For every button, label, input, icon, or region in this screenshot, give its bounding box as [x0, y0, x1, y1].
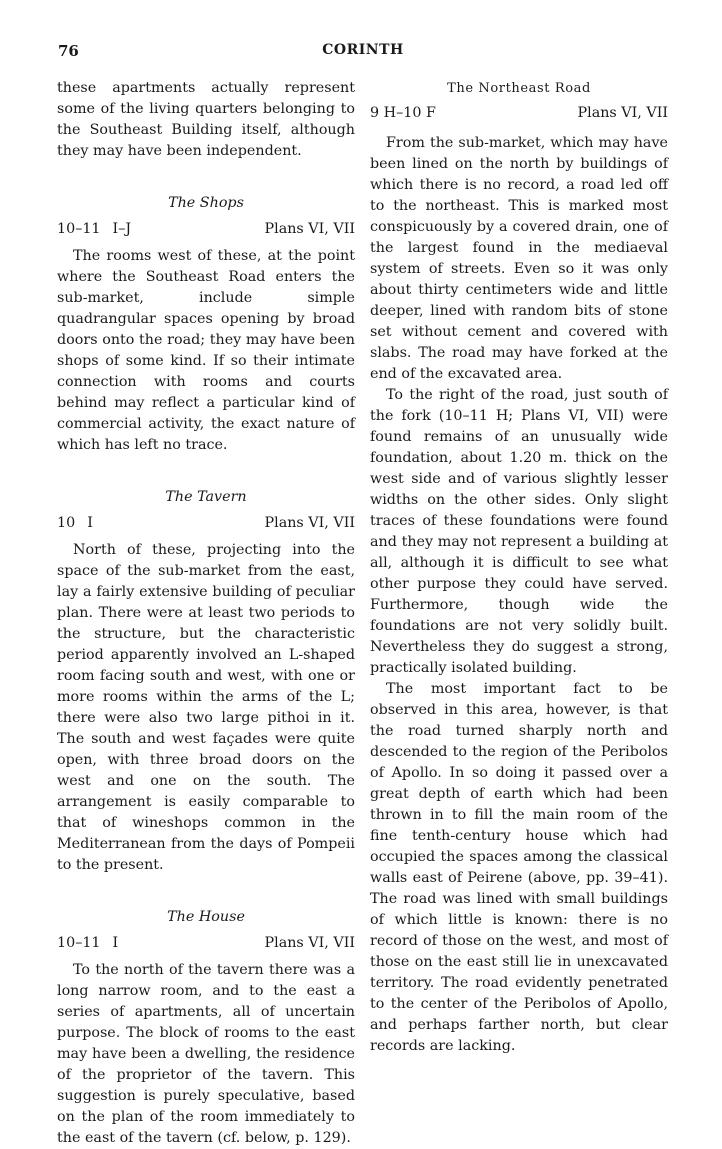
page-number: 76	[58, 42, 79, 60]
section-title-northeast-road: The Northeast Road	[447, 81, 591, 96]
grid-ref: 10–11	[57, 221, 101, 237]
plans-ref: Plans VI, VII	[264, 935, 355, 951]
section-ref-tavern	[57, 513, 355, 534]
grid-ref: 10–11	[57, 935, 101, 951]
square-ref: I	[87, 515, 93, 531]
square-ref: I–J	[112, 221, 132, 237]
section-title-shops: The Shops	[168, 195, 244, 211]
right-column	[370, 78, 668, 1057]
shops-paragraph: The rooms west of these, at the point where the Southeast Road enters the sub-market, include simple quadrangular spaces opening by broad doors onto the road; they may have been shops of some kind. If so their intimate connection with rooms and courts behind may reflect a particular kind of commercial activity, the exact nature of which has left no trace.	[57, 248, 355, 453]
left-column	[57, 78, 355, 1149]
section-ref-house	[57, 933, 355, 954]
section-title-house: The House	[167, 909, 245, 925]
plans-ref: Plans VI, VII	[264, 515, 355, 531]
road-paragraph-3: The most important fact to be observed in this area, however, is that the road turned sharply north and descended to the region of the Peribolos of Apollo. In so doing it passed over a great depth of earth which had been thrown in to fill the main room of the fine tenth-century house which had occupied the spaces among the classical walls east of Peirene (above, pp. 39–41). The road was lined with small buildings of which little is known: there is no record of those on the west, and most of those on the east still lie in unexcavated territory. The road evidently penetrated to the center of the Peribolos of Apollo, and perhaps farther north, but clear records are lacking.	[370, 681, 668, 1054]
section-ref-road	[370, 103, 668, 124]
square-ref: I	[112, 935, 119, 951]
grid-ref: 9 H–10 F	[370, 105, 436, 121]
opening-paragraph: these apartments actually represent some of the living quarters belonging to the Southeast Building itself, although they may have been independent.	[57, 80, 355, 159]
plans-ref: Plans VI, VII	[577, 105, 668, 121]
section-ref-shops	[57, 219, 355, 240]
road-paragraph-2: To the right of the road, just south of the fork (10–11 H; Plans VI, VII) were found remains of an unusually wide foundation, about 1.20 m. thick on the west side and of various slightly lesser widths on the other sides. Only slight traces of these foundations were found and they may not represent a building at all, although it is difficult to see what other purpose they could have served. Furthermore, though wide the foundations are not very solidly built. Nevertheless they do suggest a strong, practically isolated building.	[370, 387, 668, 676]
road-paragraph-1: From the sub-market, which may have been lined on the north by buildings of which there is no record, a road led off to the northeast. This is marked most conspicuously by a covered drain, one of the largest found in the mediaeval system of streets. Even so it was only about thirty centimeters wide and little deeper, lined with random bits of stone set without cement and covered with slabs. The road may have forked at the end of the excavated area.	[370, 135, 668, 382]
page-header	[58, 42, 668, 64]
grid-ref: 10	[57, 515, 76, 531]
section-title-tavern: The Tavern	[165, 489, 247, 505]
plans-ref: Plans VI, VII	[264, 221, 355, 237]
house-paragraph: To the north of the tavern there was a long narrow room, and to the east a series of apartments, all of uncertain purpose. The block of rooms to the east may have been a dwelling, the residence of the proprietor of the tavern. This suggestion is purely speculative, based on the plan of the room immediately to the east of the tavern (cf. below, p. 129).	[57, 962, 355, 1146]
tavern-paragraph: North of these, projecting into the space of the sub-market from the east, lay a fairly extensive building of peculiar plan. There were at least two periods to the structure, but the characteristic period apparently involved an L-shaped room facing south and west, with one or more rooms within the arms of the L; there were also two large pithoi in it. The south and west façades were quite open, with three broad doors on the west and one on the south. The arrangement is easily comparable to that of wineshops common in the Mediterranean from the days of Pompeii to the present.	[57, 542, 355, 873]
running-title: CORINTH	[322, 42, 404, 58]
